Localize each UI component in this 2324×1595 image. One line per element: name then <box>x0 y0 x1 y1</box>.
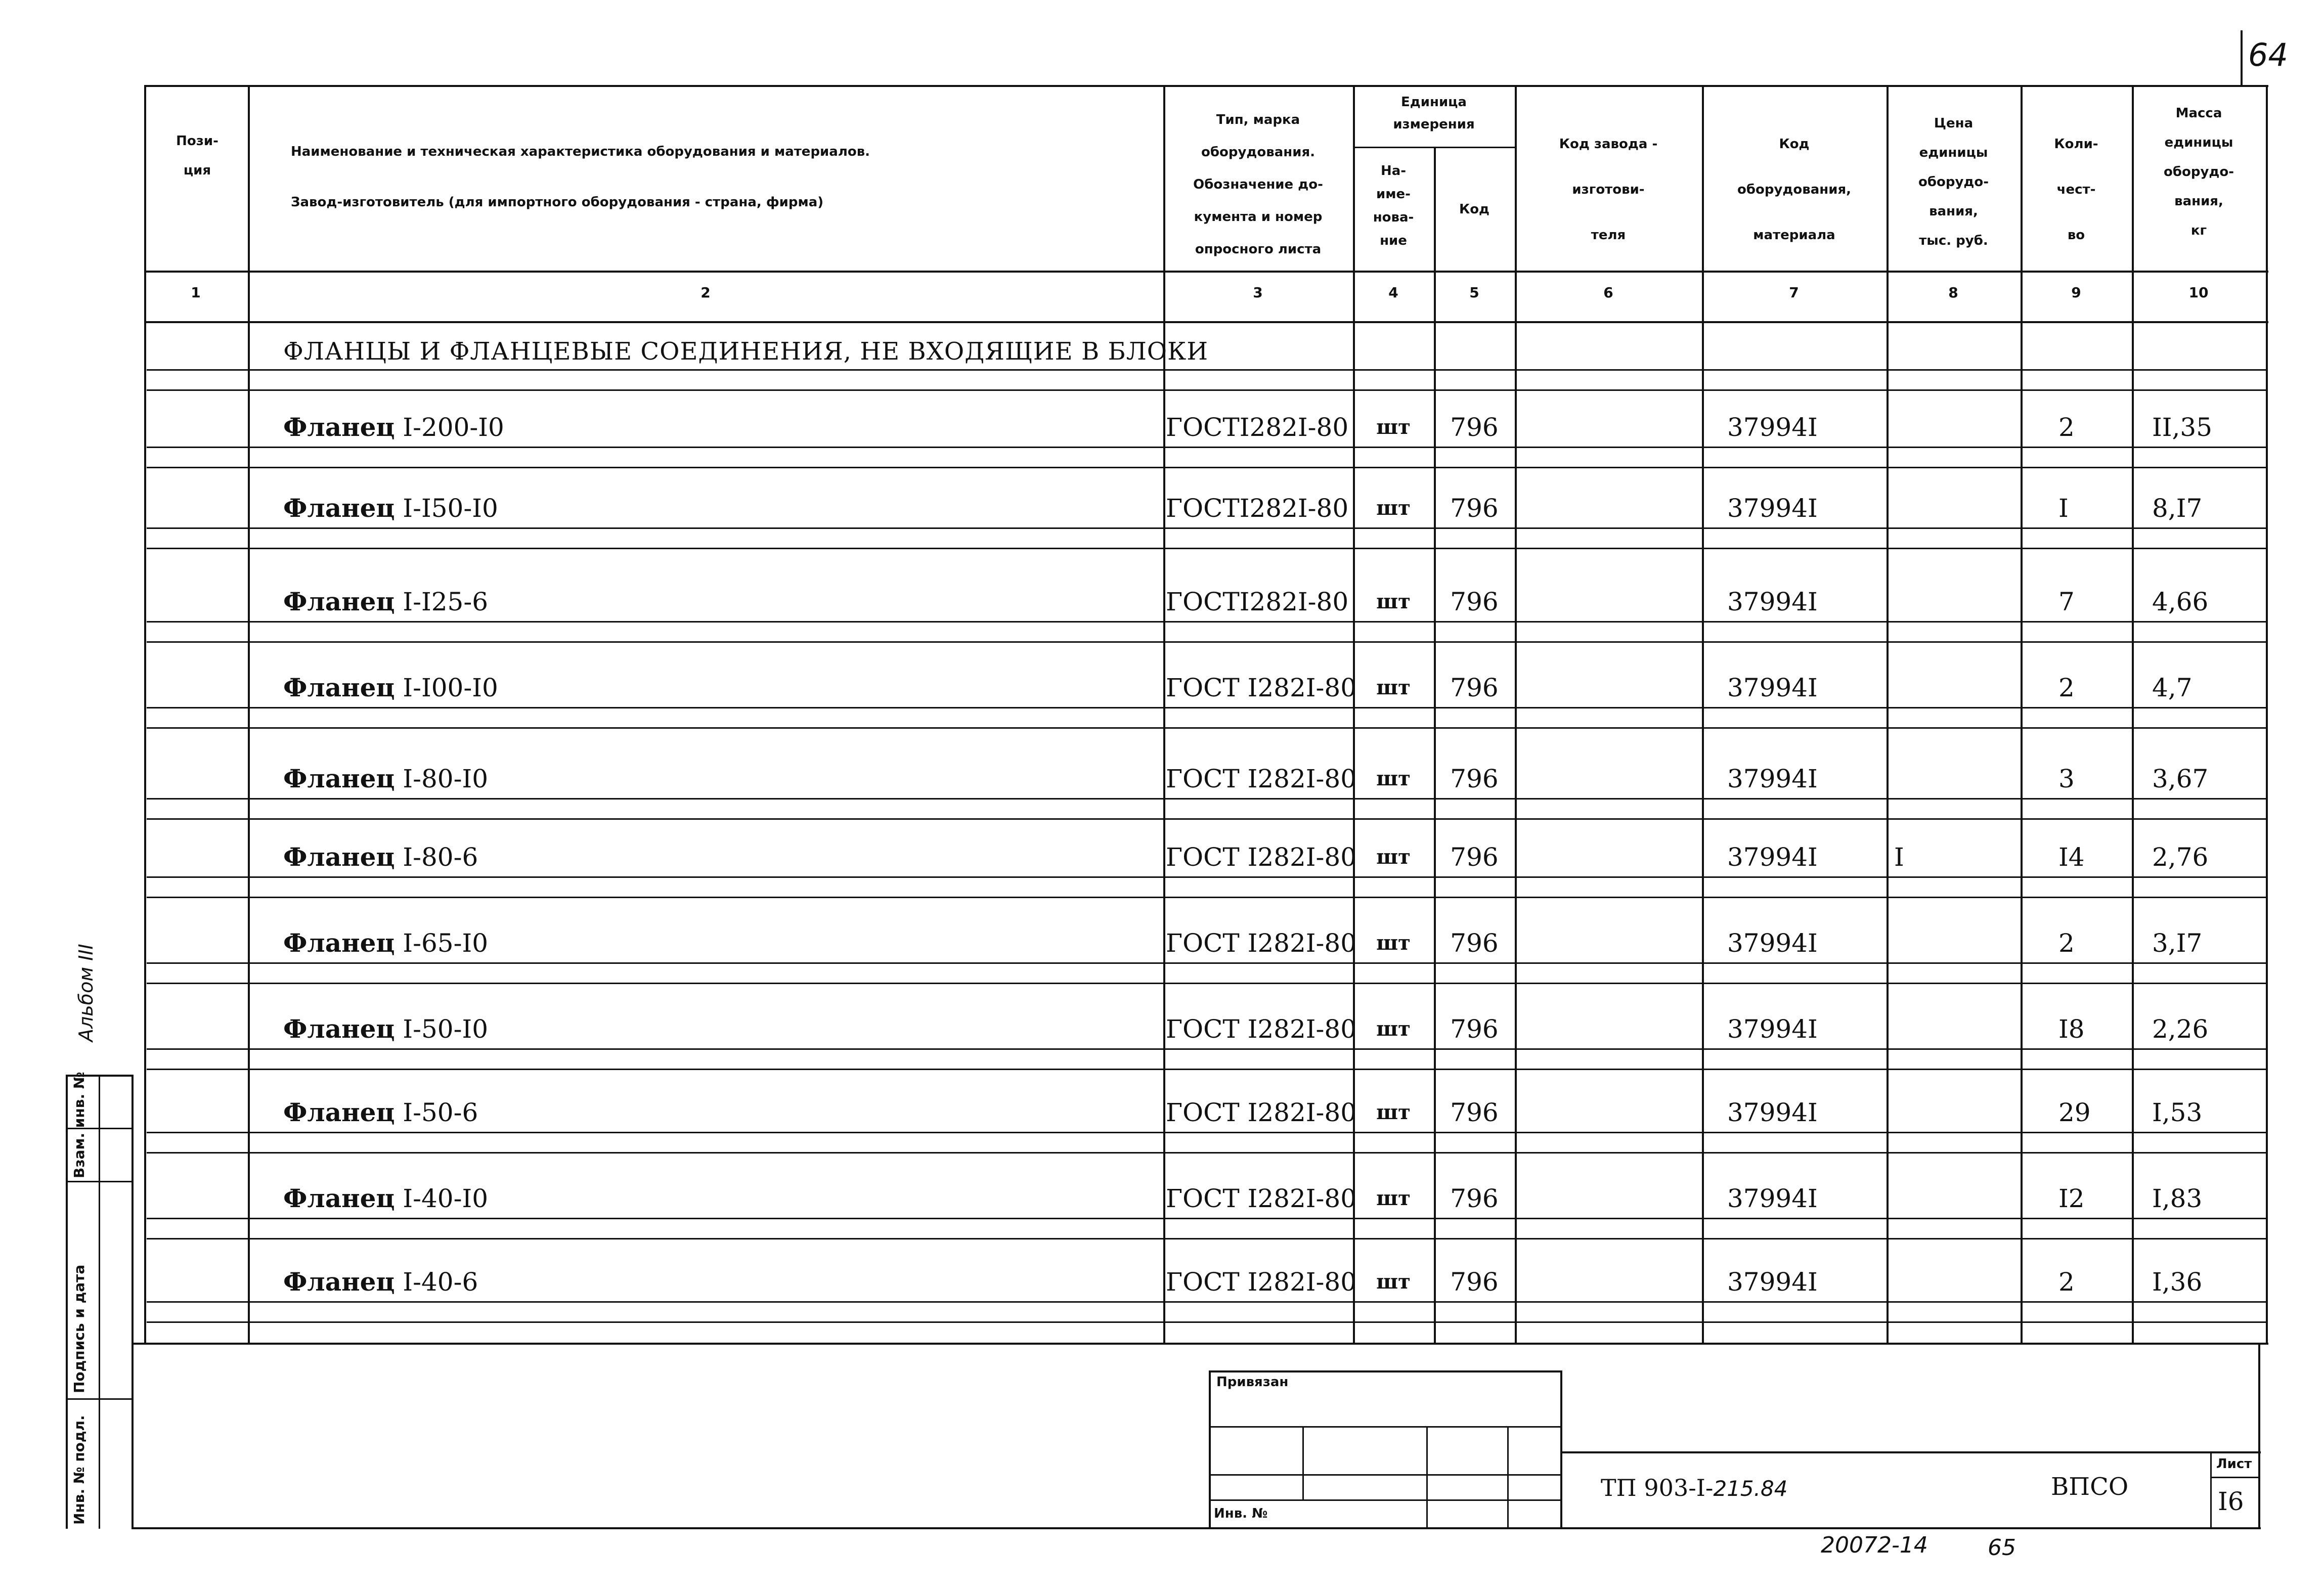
row-quantity: 2 <box>2058 413 2075 442</box>
row-quantity: I8 <box>2058 1014 2085 1044</box>
unit-group-divider <box>1353 147 1515 148</box>
row-separator <box>147 1132 2266 1133</box>
frame-bottom-border <box>131 1527 2261 1529</box>
row-separator <box>147 467 2266 468</box>
row-unit-code: 796 <box>1450 1098 1499 1127</box>
row-document: ГОСТI282I-80 <box>1166 494 1349 523</box>
row-item-name <box>283 842 478 872</box>
row-document: ГОСТI282I-80 <box>1166 413 1349 442</box>
row-separator <box>147 1152 2266 1154</box>
col-line-5 <box>1515 85 1517 1344</box>
row-unit: шт <box>1376 590 1411 613</box>
row-quantity: 3 <box>2058 764 2075 793</box>
header-bottom-border <box>144 271 2268 273</box>
header-name: Наименование и техническая характеристика оборудования и материалов. Завод-изготовитель (для импортного оборудования - страна, фирма) <box>291 144 870 210</box>
row-separator <box>147 798 2266 800</box>
row-quantity: 2 <box>2058 928 2075 958</box>
row-item-prefix: Фланец <box>283 764 395 793</box>
column-number-3: 3 <box>1253 284 1263 301</box>
row-item-designation: I-I00-I0 <box>394 673 498 702</box>
row-item-name <box>283 764 488 794</box>
row-separator <box>147 1218 2266 1219</box>
row-separator <box>147 818 2266 820</box>
row-mass: 3,I7 <box>2152 928 2203 958</box>
row-separator <box>147 621 2266 623</box>
stamp-col-2 <box>1426 1426 1428 1527</box>
header-position: Пози- ция <box>176 134 218 178</box>
row-mass: I,53 <box>2152 1098 2203 1127</box>
header-factory-code: Код завода - изготови- теля <box>1559 137 1658 243</box>
row-unit: шт <box>1376 1017 1411 1041</box>
row-item-designation: I-50-6 <box>394 1098 478 1127</box>
row-item-prefix: Фланец <box>283 1183 395 1213</box>
row-mass: 4,66 <box>2152 587 2209 616</box>
colnum-bottom-border <box>144 321 2268 323</box>
row-unit-code: 796 <box>1450 673 1499 702</box>
row-separator <box>147 983 2266 984</box>
column-number-5: 5 <box>1469 284 1479 301</box>
header-equipment-code: Код оборудования, материала <box>1737 137 1852 243</box>
header-unit-code: Код <box>1459 202 1490 217</box>
row-separator <box>147 641 2266 643</box>
stamp-inv-label: Инв. № <box>1214 1506 1268 1521</box>
row-item-prefix: Фланец <box>283 587 395 616</box>
row-item-designation: I-80-I0 <box>394 764 489 793</box>
col-line-2 <box>1163 85 1165 1344</box>
row-material-code: 37994I <box>1727 1267 1818 1297</box>
row-separator <box>147 876 2266 878</box>
row-mass: 3,67 <box>2152 764 2209 793</box>
column-number-6: 6 <box>1603 284 1613 301</box>
column-number-7: 7 <box>1789 284 1799 301</box>
side-label-inv-orig: Инв. № подл. <box>71 1415 87 1525</box>
row-unit: шт <box>1376 1270 1411 1294</box>
row-material-code: 37994I <box>1727 928 1818 958</box>
column-number-4: 4 <box>1388 284 1398 301</box>
row-separator <box>147 897 2266 898</box>
row-separator <box>147 447 2266 448</box>
row-unit: шт <box>1376 1100 1411 1124</box>
row-material-code: 37994I <box>1727 764 1818 793</box>
row-mass: I,36 <box>2152 1267 2203 1297</box>
table-top-border <box>144 85 2268 87</box>
row-quantity: 2 <box>2058 673 2075 702</box>
row-unit-code: 796 <box>1450 494 1499 523</box>
document-code-prefix: ТП 903-I- <box>1601 1474 1714 1501</box>
row-quantity: I2 <box>2058 1184 2085 1213</box>
table-bottom-border <box>131 1343 2268 1345</box>
column-number-10: 10 <box>2188 284 2209 301</box>
row-separator <box>147 527 2266 529</box>
col-line-6 <box>1702 85 1704 1344</box>
row-quantity: I <box>2058 494 2069 523</box>
row-document: ГОСТ I282I-80 <box>1166 764 1357 793</box>
header-unit-name: На- име- нова- ние <box>1373 163 1414 248</box>
row-quantity: I4 <box>2058 843 2085 872</box>
row-item-prefix: Фланец <box>283 842 395 872</box>
side-label-album: Альбом III <box>75 944 97 1042</box>
row-item-designation: I-40-6 <box>394 1267 478 1297</box>
header-quantity: Коли- чест- во <box>2054 137 2098 243</box>
page-reference: 65 <box>1988 1535 2016 1561</box>
title-block-top <box>1560 1451 2261 1453</box>
row-item-designation: I-65-I0 <box>394 928 489 958</box>
col-line-7 <box>1887 85 1889 1344</box>
row-document: ГОСТ I282I-80 <box>1166 1014 1357 1044</box>
row-material-code: 37994I <box>1727 587 1818 616</box>
row-document: ГОСТ I282I-80 <box>1166 1098 1357 1127</box>
section-title: ФЛАНЦЫ И ФЛАНЦЕВЫЕ СОЕДИНЕНИЯ, НЕ ВХОДЯЩИЕ В БЛОКИ <box>283 337 1209 366</box>
row-unit-code: 796 <box>1450 764 1499 793</box>
row-document: ГОСТI282I-80 <box>1166 587 1349 616</box>
col-line-8 <box>2021 85 2023 1344</box>
row-unit-code: 796 <box>1450 1014 1499 1044</box>
col-line-4 <box>1434 147 1436 1344</box>
row-item-name <box>283 587 488 617</box>
side-frame-left <box>66 1075 68 1529</box>
row-item-name <box>283 1183 488 1214</box>
row-item-name <box>283 1097 478 1128</box>
row-unit-code: 796 <box>1450 587 1499 616</box>
row-item-prefix: Фланец <box>283 493 395 523</box>
header-mass: Масса единицы оборудо- вания, кг <box>2163 106 2234 238</box>
title-block-right <box>2258 1343 2260 1529</box>
row-item-prefix: Фланец <box>283 673 395 702</box>
row-item-designation: I-40-I0 <box>394 1184 489 1213</box>
page-number-mark <box>2241 30 2243 86</box>
row-document: ГОСТ I282I-80 <box>1166 1267 1357 1297</box>
row-separator <box>147 1238 2266 1239</box>
row-unit: шт <box>1376 415 1411 439</box>
row-separator <box>147 962 2266 964</box>
row-unit: шт <box>1376 496 1411 520</box>
row-material-code: 37994I <box>1727 1184 1818 1213</box>
row-quantity: 7 <box>2058 587 2075 616</box>
row-separator <box>147 1048 2266 1050</box>
row-separator <box>147 1321 2266 1323</box>
column-number-8: 8 <box>1948 284 1958 301</box>
row-unit-code: 796 <box>1450 413 1499 442</box>
sheet-label: Лист <box>2216 1456 2252 1472</box>
row-document: ГОСТ I282I-80 <box>1166 928 1357 958</box>
document-code-suffix: 215.84 <box>1713 1476 1788 1501</box>
row-item-designation: I-80-6 <box>394 843 478 872</box>
row-mass: I,83 <box>2152 1184 2203 1213</box>
row-unit: шт <box>1376 931 1411 955</box>
stamp-col-1 <box>1302 1426 1304 1499</box>
row-item-prefix: Фланец <box>283 1267 395 1297</box>
stamp-right <box>1560 1370 1562 1528</box>
row-unit-code: 796 <box>1450 928 1499 958</box>
side-label-signature: Подпись и дата <box>71 1264 87 1393</box>
row-price: I <box>1894 843 1904 872</box>
side-frame-mid <box>99 1075 100 1529</box>
section-code: ВПСО <box>2051 1473 2129 1501</box>
stamp-attached-label: Привязан <box>1216 1375 1289 1390</box>
row-mass: 8,I7 <box>2152 494 2203 523</box>
col-line-10 <box>2266 85 2268 1344</box>
side-label-vzam: Взам. инв. № <box>71 1072 87 1178</box>
row-separator <box>147 1069 2266 1070</box>
row-item-prefix: Фланец <box>283 1014 395 1044</box>
row-material-code: 37994I <box>1727 1014 1818 1044</box>
row-item-name <box>283 493 498 523</box>
row-material-code: 37994I <box>1727 673 1818 702</box>
row-unit-code: 796 <box>1450 1184 1499 1213</box>
row-item-designation: I-50-I0 <box>394 1014 489 1044</box>
page-number: 64 <box>2248 36 2288 73</box>
row-item-name <box>283 928 488 958</box>
side-frame-right <box>131 1075 134 1529</box>
row-item-designation: I-200-I0 <box>394 413 504 442</box>
row-separator <box>147 707 2266 708</box>
row-unit-code: 796 <box>1450 1267 1499 1297</box>
row-mass: 4,7 <box>2152 673 2193 702</box>
row-item-name <box>283 412 504 442</box>
row-unit: шт <box>1376 845 1411 869</box>
row-separator <box>147 1301 2266 1303</box>
row-item-designation: I-I25-6 <box>394 587 489 616</box>
row-document: ГОСТ I282I-80 <box>1166 673 1357 702</box>
col-line-9 <box>2132 85 2134 1344</box>
col-line-3 <box>1353 85 1355 1344</box>
header-price: Цена единицы оборудо- вания, тыс. руб. <box>1918 116 1989 248</box>
row-document: ГОСТ I282I-80 <box>1166 1184 1357 1213</box>
row-item-prefix: Фланец <box>283 412 395 442</box>
row-separator <box>147 369 2266 371</box>
row-unit: шт <box>1376 676 1411 699</box>
row-item-name <box>283 1267 478 1297</box>
sheet-cell-left <box>2210 1451 2212 1527</box>
header-unit-group: Единица измерения <box>1393 95 1475 132</box>
row-mass: 2,26 <box>2152 1014 2209 1044</box>
column-number-9: 9 <box>2071 284 2081 301</box>
sheet-cell-divider <box>2210 1477 2258 1478</box>
col-line-1 <box>248 85 250 1344</box>
row-mass: II,35 <box>2152 413 2213 442</box>
row-item-prefix: Фланец <box>283 928 395 958</box>
stamp-col-3 <box>1507 1426 1509 1527</box>
order-number: 20072-14 <box>1821 1532 1928 1558</box>
row-unit: шт <box>1376 1186 1411 1210</box>
row-mass: 2,76 <box>2152 843 2209 872</box>
row-separator <box>147 727 2266 729</box>
row-document: ГОСТ I282I-80 <box>1166 843 1357 872</box>
stamp-left <box>1209 1370 1211 1528</box>
col-line-0 <box>144 85 146 1344</box>
document-code <box>1601 1474 1787 1501</box>
header-type: Тип, марка оборудования. Обозначение до- кумента и номер опросного листа <box>1193 112 1323 257</box>
row-material-code: 37994I <box>1727 843 1818 872</box>
row-item-name <box>283 1014 488 1044</box>
row-quantity: 2 <box>2058 1267 2075 1297</box>
row-material-code: 37994I <box>1727 413 1818 442</box>
row-item-name <box>283 673 498 703</box>
row-unit: шт <box>1376 767 1411 790</box>
column-number-2: 2 <box>700 284 711 301</box>
row-item-designation: I-I50-I0 <box>394 494 498 523</box>
row-separator <box>147 548 2266 549</box>
row-material-code: 37994I <box>1727 1098 1818 1127</box>
row-unit-code: 796 <box>1450 843 1499 872</box>
sheet-number: I6 <box>2218 1487 2244 1516</box>
row-item-prefix: Фланец <box>283 1097 395 1127</box>
column-number-1: 1 <box>191 284 201 301</box>
stamp-top <box>1209 1370 1560 1372</box>
row-separator <box>147 389 2266 391</box>
row-material-code: 37994I <box>1727 494 1818 523</box>
row-quantity: 29 <box>2058 1098 2091 1127</box>
